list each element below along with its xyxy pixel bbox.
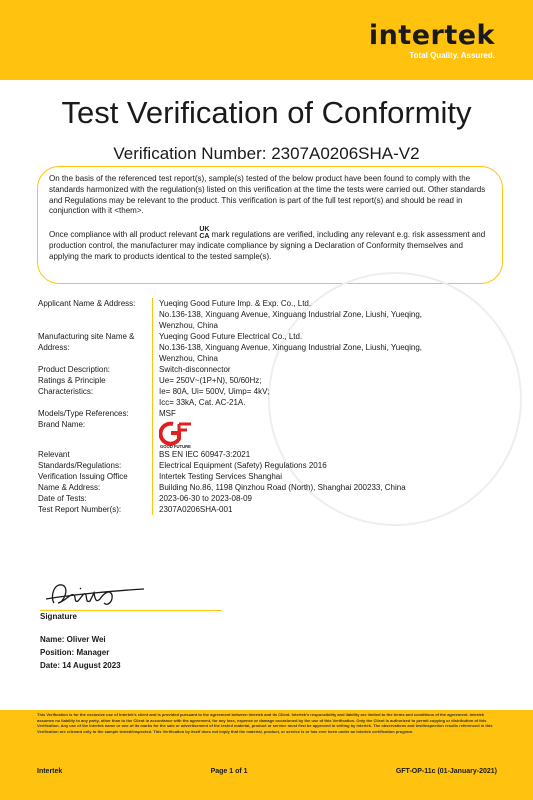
- brand-logo-text: GOOD FUTURE: [160, 444, 191, 449]
- document-title: Test Verification of Conformity: [61, 95, 472, 130]
- footer-disclaimer: This Verification is for the exclusive use of Intertek's client and is provided pursuant to the agreement between Intertek and its Client. Intertek's responsibility and liability are limited to the terms and conditions of the agreement. Intertek assumes no liability to any party, other than to the Client in accordance with the agreement, for any loss, expense or damage occasioned by the use of this Verification. Only the Client is authorized to permit copying or distribution of this Verification. Any use of the Intertek name or one of its marks for the sale or advertisement of the tested material, product or service must first be approved in writing by Intertek. The observations and test/inspection results referenced in this Verification are relevant only to the sample tested/inspected. This Verification by itself does not imply that the material, product, or service is or has ever been under an Intertek certification program.: [37, 712, 493, 734]
- footer-row: [37, 768, 497, 775]
- detail-row: [38, 298, 508, 331]
- verification-number: Verification Number: 2307A0206SHA-V2: [113, 144, 420, 163]
- detail-row: [38, 375, 508, 408]
- signature-date: Date: 14 August 2023: [40, 661, 121, 670]
- detail-value: BS EN IEC 60947-3:2021 Electrical Equipment (Safety) Regulations 2016: [152, 449, 508, 471]
- detail-row: [38, 493, 508, 504]
- header-bar: [0, 0, 533, 80]
- logo-wordmark: intertek: [368, 20, 495, 51]
- detail-label: Relevant Standards/Regulations:: [38, 450, 122, 470]
- detail-value: Yueqing Good Future Imp. & Exp. Co., Ltd. No.136-138, Xinguang Avenue, Xinguang Industrial Zone, Liushi, Yueqing, Wenzhou, China: [152, 298, 508, 331]
- detail-row: [38, 331, 508, 364]
- footer-page-number: Page 1 of 1: [210, 768, 248, 775]
- signatory-info: [40, 633, 121, 672]
- detail-label: Date of Tests:: [38, 494, 87, 503]
- details-section: [38, 298, 508, 515]
- detail-value: 2023-06-30 to 2023-08-09: [152, 493, 508, 504]
- detail-row: [38, 408, 508, 419]
- detail-value: 2307A0206SHA-001: [152, 504, 508, 515]
- detail-value: Switch-disconnector: [152, 364, 508, 375]
- detail-value: Ue= 250V~(1P+N), 50/60Hz; Ie= 80A, Ui= 500V, Uimp= 4kV; Icc= 33kA, Cat. AC-21A.: [152, 375, 508, 408]
- ukca-mark-icon: UK CA: [199, 226, 210, 241]
- intertek-logo: [369, 22, 495, 60]
- detail-label: Test Report Number(s):: [38, 505, 122, 514]
- detail-value: MSF: [152, 408, 508, 419]
- footer-form-code: GFT-OP-11c (01-January-2021): [395, 768, 497, 775]
- detail-label: Ratings & Principle Characteristics:: [38, 376, 106, 396]
- detail-value: Intertek Testing Services Shanghai Building No.86, 1198 Qinzhou Road (North), Shanghai 200233, China: [152, 471, 508, 493]
- signature-line: [40, 610, 222, 611]
- intro-box: [37, 166, 503, 284]
- signature-label: Signature: [40, 612, 77, 621]
- detail-row: [38, 504, 508, 515]
- detail-label: Verification Issuing Office Name & Address:: [38, 472, 128, 492]
- detail-label: Models/Type References:: [38, 409, 129, 418]
- signatory-position: Position: Manager: [40, 648, 110, 657]
- detail-value: [152, 419, 508, 449]
- logo-tagline: Total Quality. Assured.: [409, 51, 495, 60]
- detail-row: [38, 449, 508, 471]
- detail-value: Yueqing Good Future Electrical Co., Ltd. No.136-138, Xinguang Avenue, Xinguang Industrial Zone, Liushi, Yueqing, Wenzhou, China: [152, 331, 508, 364]
- detail-row: [38, 364, 508, 375]
- intro-paragraph-2: Once compliance with all product relevant UK CA mark regulations are verified, including any relevant e.g. risk assessment and production control, the manufacturer may indicate compliance by signing a Declaration of Conformity themselves and applying the mark to products identical to the tested sample(s).: [49, 226, 486, 261]
- detail-row: [38, 471, 508, 493]
- detail-label: Product Description:: [38, 365, 111, 374]
- detail-row: [38, 419, 508, 449]
- good-future-logo-icon: [159, 419, 508, 449]
- detail-label: Brand Name:: [38, 420, 86, 429]
- detail-label: Manufacturing site Name & Address:: [38, 332, 135, 352]
- footer-company: Intertek: [37, 768, 63, 775]
- signatory-name: Name: Oliver Wei: [40, 635, 106, 644]
- intro-paragraph-1: On the basis of the referenced test report(s), sample(s) tested of the below product have been found to comply with the standards harmonized with the regulation(s) listed on this verification at the time the tests were carried out. Other standards and Regulations may be relevant to the product. This verification is part of the full test report(s) and should be read in conjunction with it <them>.: [49, 174, 486, 216]
- detail-label: Applicant Name & Address:: [38, 299, 136, 308]
